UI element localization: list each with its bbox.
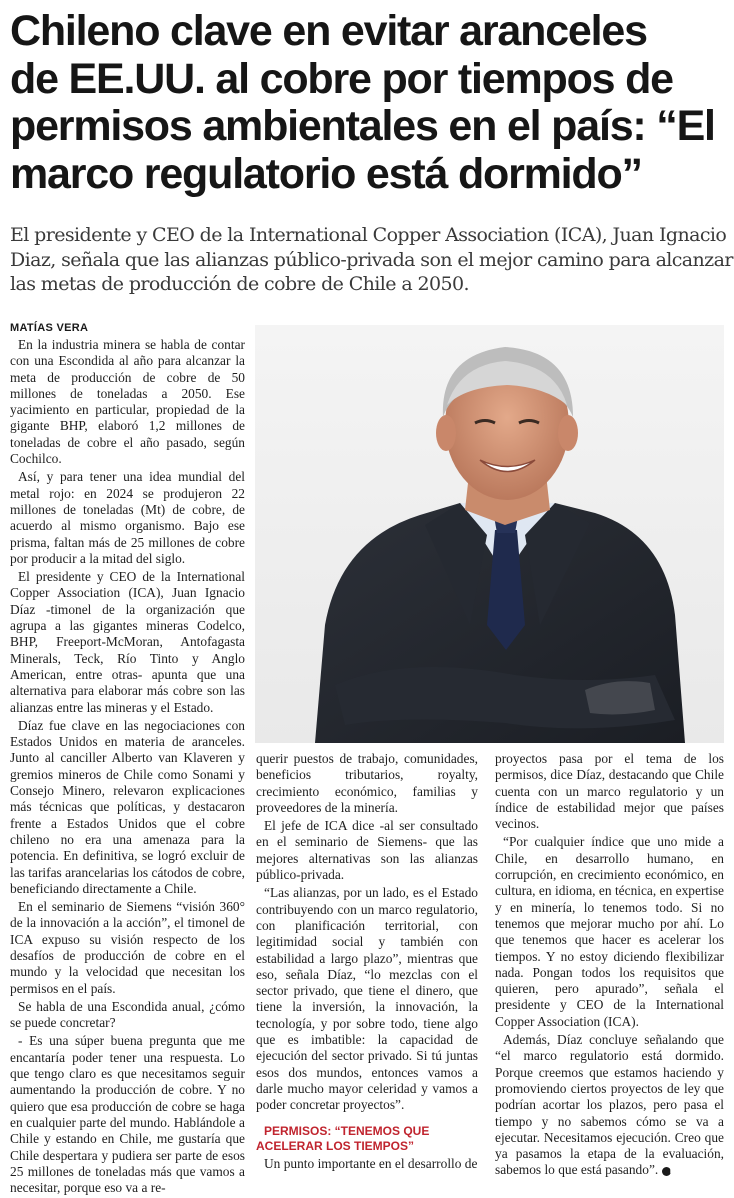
paragraph: querir puestos de trabajo, comunidades, beneficios tributarios, royalty, crecimiento económico, familias y proveedores de la minería. (256, 751, 478, 815)
article-column-1 (10, 337, 245, 1198)
interview-question: Se habla de una Escondida anual, ¿cómo se puede concretar? (10, 998, 245, 1031)
standfirst-line: El presidente y CEO de la International Copper Association (ICA), Juan Ignacio (10, 224, 727, 246)
headline-line: marco regulatorio está dormido” (10, 149, 642, 198)
paragraph: “Las alianzas, por un lado, es el Estado contribuyendo con un marco regulatorio, con planificación territorial, con legitimidad social y también con estabilidad a largo plazo”, mientras que eso, señala Díaz, “lo mezclas con el sector privado, que tiene el dinero, que tiene la inversión, la innovación, la tecnología, y por sobre todo, tiene algo que es imbatible: la capacidad de ejecución del sector privado. Si tú juntas esos dos mundos, entonces vamos a darle mucho mayor celeridad y vamos a poder concretar proyectos”. (256, 885, 478, 1113)
section-subhead: PERMISOS: “TENEMOS QUE ACELERAR LOS TIEMPOS” (256, 1123, 430, 1153)
headline-line: de EE.UU. al cobre por tiempos de (10, 54, 673, 103)
paragraph: En el seminario de Siemens “visión 360° de la innovación a la acción”, el timonel de ICA expuso su visión respecto de los desafíos de producción de cobre en el mundo y la velocidad que necesitan los permisos en el país. (10, 899, 245, 996)
paragraph: En la industria minera se habla de contar con una Escondida al año para alcanzar la meta de producción de cobre de 50 millones de toneladas a 2050. Ese yacimiento en particular, propiedad de la gigante BHP, elaboró 1,2 millones de toneladas de cobre el año pasado, según Cochilco. (10, 337, 245, 467)
paragraph: proyectos pasa por el tema de los permisos, dice Díaz, destacando que Chile cuenta con un marco regulatorio y un índice de estabilidad mejor que países vecinos. (495, 751, 724, 832)
paragraph: El jefe de ICA dice -al ser consultado en el seminario de Siemens- que las mejores alternativas son las alianzas público-privada. (256, 818, 478, 883)
headline-line: permisos ambientales en el país: “El (10, 102, 715, 150)
interview-answer: - Es una súper buena pregunta que me encantaría poder tener una respuesta. Lo que tengo claro es que necesitamos seguir aumentando la producción de cobre. Y no quiero que esa producción de cobre se haga en cualquier parte del mundo. Hablándole a Chile y estando en Chile, me gustaría que Chile despertara y pudiera ser parte de esos 25 millones de toneladas más que vamos a necesitar, porque eso va a re- (10, 1033, 245, 1196)
paragraph: Un punto importante en el desarrollo de (264, 1155, 478, 1171)
standfirst (10, 223, 733, 297)
byline: MATÍAS VERA (10, 322, 89, 334)
standfirst-line: las metas de producción de cobre de Chile a 2050. (10, 273, 469, 295)
standfirst-line: Diaz, señala que las alianzas público-privada son el mejor camino para alcanzar (10, 248, 733, 271)
paragraph: Díaz fue clave en las negociaciones con Estados Unidos en materia de aranceles. Junto al canciller Alberto van Klaveren y gremios mineros de Chile como Sonami y Consejo Minero, relevaron explicaciones más técnicas que políticas, y destacaron frente a Estados Unidos que el cobre chileno no era una amenaza para la potencia. En definitiva, se logró excluir de las tarifas arancelarias los cátodos de cobre, beneficiando directamente a Chile. (10, 717, 245, 896)
headline (10, 8, 728, 198)
article-column-3 (495, 751, 724, 1181)
paragraph: El presidente y CEO de la International Copper Association (ICA), Juan Ignacio Díaz -timonel de la organización que agrupa a las gigantes mineras Codelco, BHP, Freeport-McMoran, Antofagasta Minerals, Teck, Río Tinto y Anglo American, entre otras- apunta que una alternativa para elaborar más cobre son las alianzas entre las mineras y el Estado. (10, 569, 245, 715)
paragraph-text: Además, Díaz concluye señalando que “el marco regulatorio está dormido. Porque creemos que estamos haciendo y promoviendo ciertos proyectos de ley que podrían acortar los plazos, pero pasa el tiempo y no sabemos cómo se va a ejecutar. Necesitamos ejecución. Creo que ya pasamos la etapa de la evaluación, sabemos lo que está pasando”. (495, 1032, 724, 1178)
paragraph: Así, y para tener una idea mundial del metal rojo: en 2024 se produjeron 22 millones de toneladas (Mt) de cobre, de acuerdo al mismo organismo. Bajo ese prisma, faltan más de 25 millones de cobre por producir a la mitad del siglo. (10, 469, 245, 566)
headline-line: Chileno clave en evitar aranceles (10, 7, 647, 55)
publication-end-mark-icon: P (662, 1167, 671, 1176)
portrait-photo (255, 325, 724, 743)
paragraph: “Por cualquier índice que uno mide a Chile, en desarrollo humano, en corrupción, en crecimiento económico, en cultura, en idioma, en técnica, en expertise y en minería, lo tenemos todo. Si no tenemos que mejorar mucho por ahí. Lo que tenemos que hacer es acelerar los tiempos. Y no estoy diciendo flexibilizar nada. Pongan todos los requisitos que quieren, pero apurado”, señala el presidente y CEO de la International Copper Association (ICA). (495, 834, 724, 1029)
paragraph (495, 1032, 724, 1179)
portrait-illustration (255, 325, 724, 743)
article-column-2 (256, 751, 478, 1174)
